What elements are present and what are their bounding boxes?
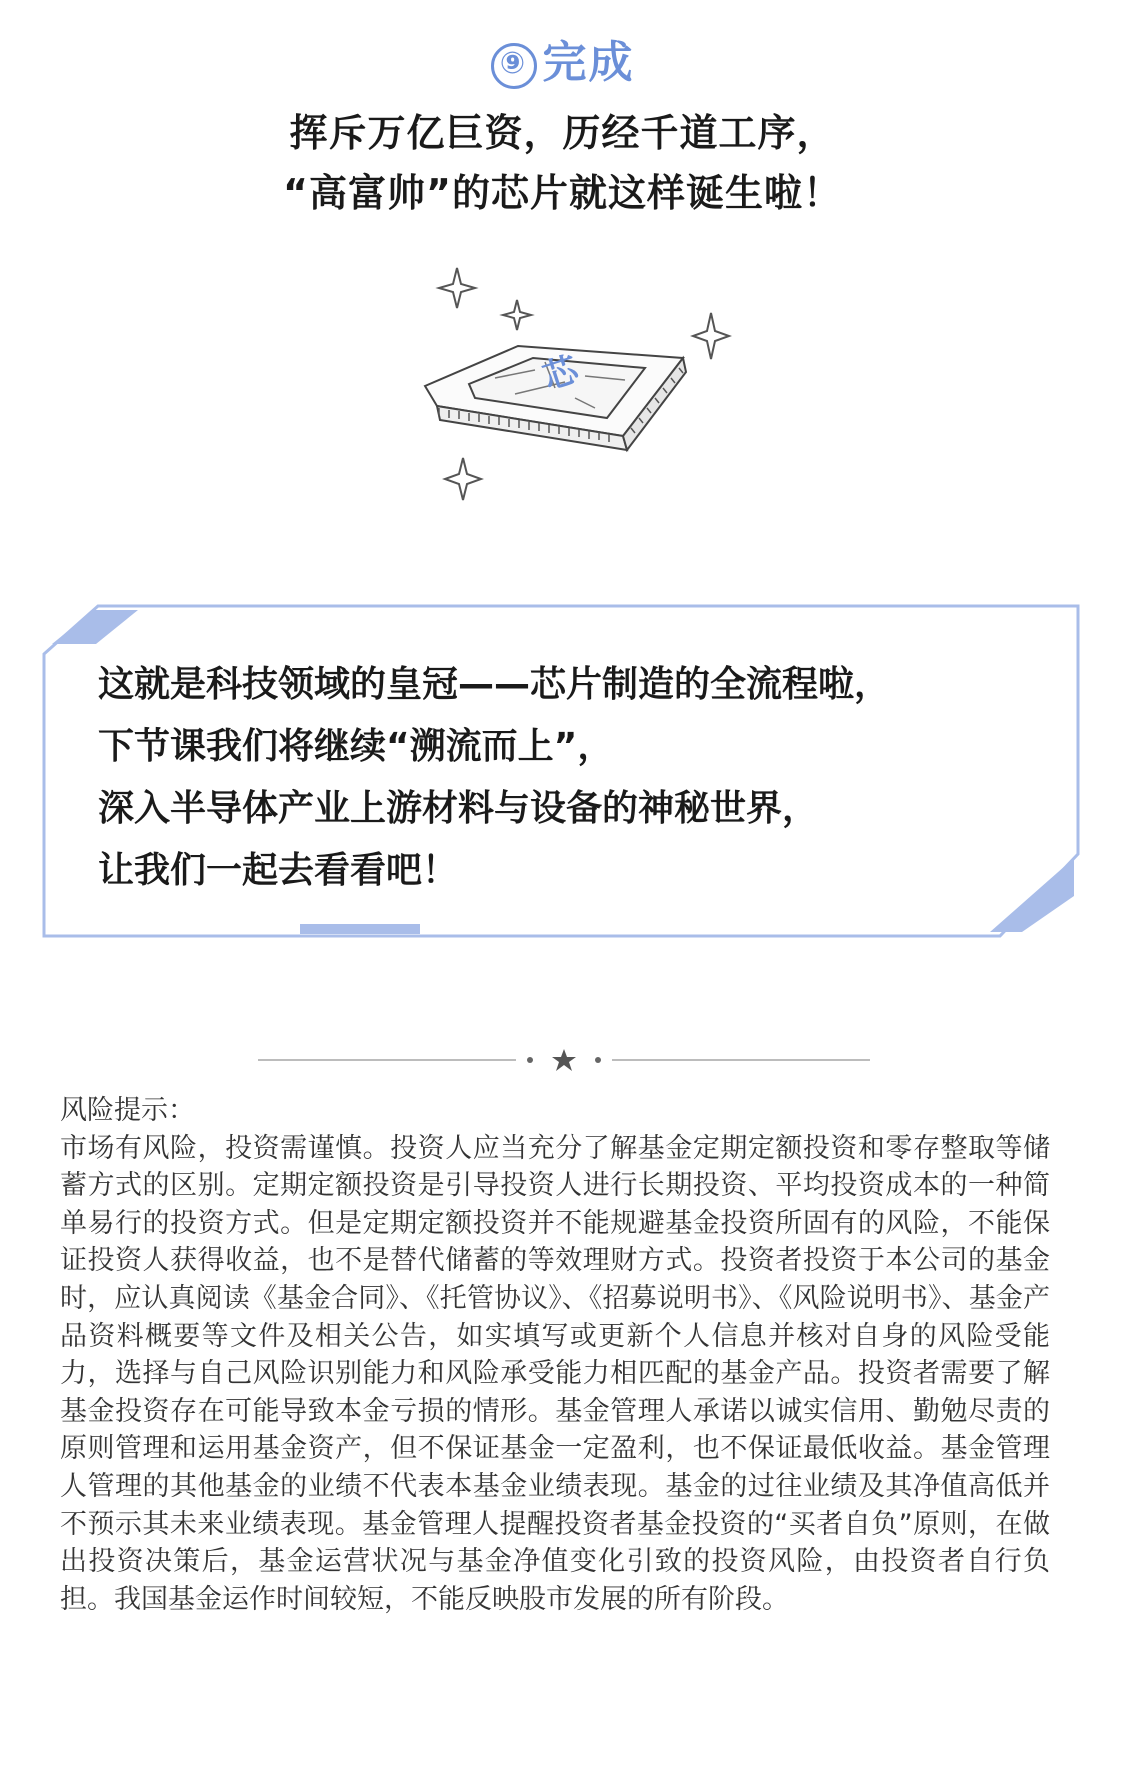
card-line-4: 让我们一起去看看吧！ [98, 850, 459, 891]
step-number-badge: ⑨ [491, 43, 537, 89]
sparkle-icon [445, 458, 481, 500]
chip-label: 芯 [538, 349, 584, 398]
chip-illustration [395, 258, 750, 508]
sparkle-icon [503, 300, 531, 330]
headline-line-1: 挥斥万亿巨资，历经千道工序， [289, 111, 836, 155]
step-label: 完成 [542, 37, 635, 88]
headline-line-2: “高富帅”的芯片就这样诞生啦！ [283, 171, 842, 215]
card-line-3: 深入半导体产业上游材料与设备的神秘世界， [98, 788, 819, 829]
card-line-2: 下节课我们将继续“溯流而上”， [98, 726, 614, 767]
step-title [0, 26, 1125, 90]
risk-body: 市场有风险，投资需谨慎。投资人应当充分了解基金定期定额投资和零存整取等储蓄方式的区别。定期定额投资是引导投资人进行长期投资、平均投资成本的一种简单易行的投资方式。但是定期定额投资并不能规避基金投资所固有的风险，不能保证投资人获得收益，也不是替代储蓄的等效理财方式。投资者投资于本公司的基金时，应认真阅读《基金合同》、《托管协议》、《招募说明书》、《风险说明书》、基金产品资料概要等文件及相关公告，如实填写或更新个人信息并核对自身的风险受能力，选择与自己风险识别能力和风险承受能力相匹配的基金产品。投资者需要了解基金投资存在可能导致本金亏损的情形。基金管理人承诺以诚实信用、勤勉尽责的原则管理和运用基金资产，但不保证基金一定盈利，也不保证最低收益。基金管理人管理的其他基金的业绩不代表本基金业绩表现。基金的过往业绩及其净值高低并不预示其未来业绩表现。基金管理人提醒投资者基金投资的“买者自负”原则，在做出投资决策后，基金运营状况与基金净值变化引致的投资风险，由投资者自行负担。我国基金运作时间较短，不能反映股市发展的所有阶段。 [60, 1132, 1050, 1615]
risk-disclosure [60, 1092, 1050, 1618]
card-text [98, 654, 1038, 902]
card-line-1: 这就是科技领域的皇冠——芯片制造的全流程啦， [98, 664, 891, 705]
risk-title: 风险提示： [60, 1095, 195, 1126]
star-divider [258, 1048, 870, 1072]
star-icon [552, 1049, 576, 1071]
sparkle-icon [693, 313, 729, 359]
sparkle-icon [439, 268, 475, 308]
